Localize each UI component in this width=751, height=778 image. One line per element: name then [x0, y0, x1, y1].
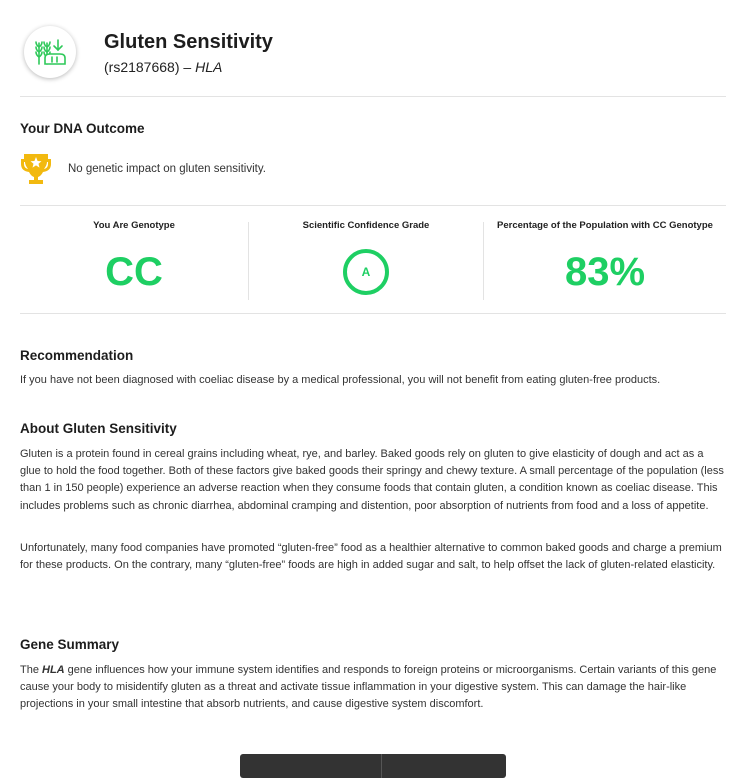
page-subtitle [104, 59, 222, 75]
grade-value: A [361, 265, 371, 279]
report-header [20, 24, 726, 97]
population-label: Percentage of the Population with CC Genotype [497, 220, 713, 231]
previous-button[interactable] [240, 754, 382, 778]
grade-stat [249, 206, 483, 313]
population-stat [484, 206, 726, 313]
outcome-text: No genetic impact on gluten sensitivity. [68, 163, 266, 175]
page-title: Gluten Sensitivity [104, 31, 273, 53]
next-button[interactable] [382, 754, 506, 778]
population-value: 83% [564, 250, 646, 294]
gene-summary-gene: HLA [42, 664, 65, 676]
outcome-heading: Your DNA Outcome [20, 121, 145, 136]
genotype-stat [20, 206, 248, 313]
subtitle-dash: – [179, 59, 196, 75]
about-heading: About Gluten Sensitivity [20, 421, 177, 436]
trophy-icon [20, 151, 52, 187]
gene-summary-text [20, 662, 726, 714]
gene-name: HLA [195, 59, 223, 75]
about-paragraph-2: Unfortunately, many food companies have promoted “gluten-free” food as a healthier alternative to common baked goods and charge a premium for these products. On the contrary, many “gluten-free” foods are high in added sugar and salt, to help offset the lack of gluten-related elasticity. [20, 542, 722, 572]
grade-badge [343, 249, 389, 295]
rsid-text: (rs2187668) [104, 59, 180, 75]
gene-summary-body: gene influences how your immune system identifies and responds to foreign proteins or microorganisms. Certain variants of this gene cause your body to misidentify gluten as a threat and activate tissue inflammation in your digestive system. This can damage the hair-like projections in your small intestine that absorb nutrients, and cause digestive system discomfort. [20, 664, 717, 711]
genotype-label: You Are Genotype [93, 220, 175, 231]
gene-summary-heading: Gene Summary [20, 637, 120, 652]
gene-summary-prefix: The [20, 664, 43, 676]
wheat-bread-icon [24, 26, 76, 78]
genotype-value: CC [105, 250, 163, 294]
recommendation-text: If you have not been diagnosed with coeliac disease by a medical professional, you will not benefit from eating gluten-free products. [20, 374, 661, 386]
stats-row [20, 205, 726, 314]
bottom-button-group [240, 754, 506, 778]
recommendation-heading: Recommendation [20, 348, 134, 363]
about-paragraph-1: Gluten is a protein found in cereal grains including wheat, rye, and barley. Baked goods rely on gluten to give elasticity of dough and act as a glue to hold the food together. Both of these factors give baked goods their springy and chewy texture. A small percentage of the population (less than 1 in 150 people) experience an adverse reaction when they consume foods that contain gluten, a condition known as coeliac disease. This includes problems such as chronic diarrhea, abdominal cramping and distention, poor absorption of nutrients from food and a loss of appetite. [20, 448, 724, 512]
grade-label: Scientific Confidence Grade [302, 220, 430, 231]
